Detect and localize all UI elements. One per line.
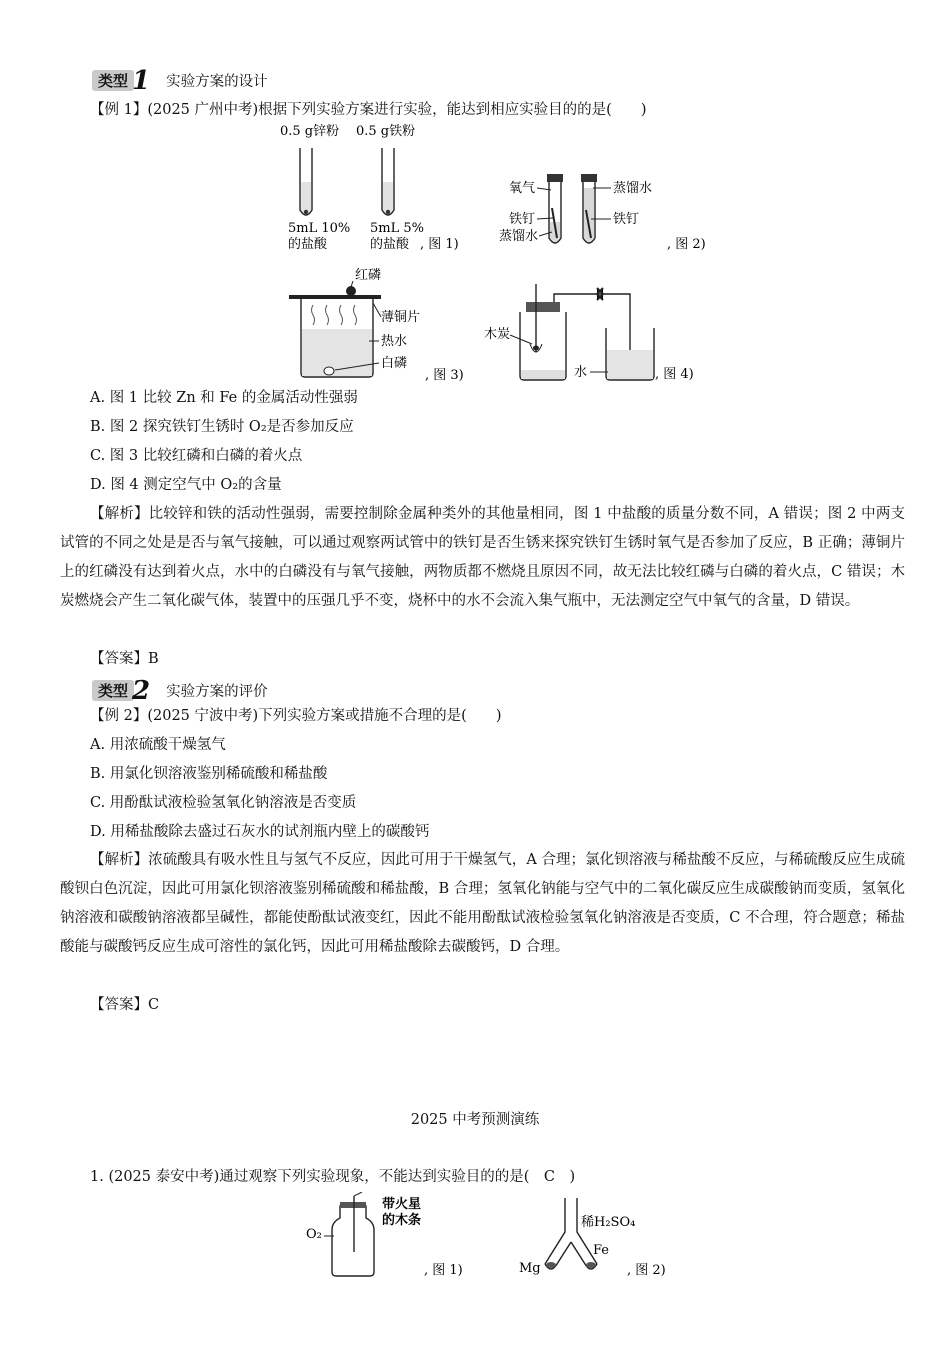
- figure-1-test-tubes: [270, 120, 470, 260]
- type-number: 2: [132, 675, 151, 706]
- fig3-label-hot-water: 热水: [381, 334, 408, 349]
- figure-4-charcoal-apparatus: [482, 280, 712, 385]
- pfig1-label-splint-1: 带火星: [382, 1197, 422, 1212]
- y-tube: [545, 1198, 597, 1264]
- practice-figure-2-y-tube: [515, 1192, 690, 1282]
- example1-analysis: 【解析】比较锌和铁的活动性强弱，需要控制除金属种类外的其他量相同，图 1 中盐酸的质量分数不同，A 错误；图 2 中两支试管的不同之处是是否与氧气接触，可以通过观察两试管中的铁钉是否生锈来探究铁钉生锈时氧气是否参加了反应，B 正确；薄铜片上的红磷没有达到着火点，水中的白磷没有与氧气接触，两物质都不燃烧且原因不同，故无法比较红磷与白磷的着火点，C 错误；木炭燃烧会产生二氧化碳气体，装置中的压强几乎不变，烧杯中的水不会流入集气瓶中，无法测定空气中氧气的含量，D 错误。: [60, 506, 905, 609]
- example2-analysis: 【解析】浓硫酸具有吸水性且与氢气不反应，因此可用于干燥氢气，A 合理；氯化钡溶液与稀盐酸不反应，与稀硫酸反应生成硫酸钡白色沉淀，因此可用氯化钡溶液鉴别稀硫酸和稀盐酸，B 合理；氢氧化钠能与空气中的二氧化碳反应生成碳酸钠而变质，氢氧化钠溶液和碳酸钠溶液都呈碱性，都能使酚酞试液变红，因此不能用酚酞试液检验氢氧化钠溶液是否变质，C 不合理，符合题意；稀盐酸能与碳酸钙反应生成可溶性的氯化钙，因此可用稀盐酸除去碳酸钙，D 合理。: [60, 852, 905, 955]
- fig3-caption: , 图 3): [425, 368, 464, 383]
- fig2-caption: , 图 2): [667, 237, 706, 252]
- copper-plate: [289, 295, 381, 299]
- figure-2-iron-nail-tubes: [495, 168, 715, 263]
- section-title: 实验方案的评价: [166, 684, 268, 700]
- example2-option-c: C. 用酚酞试液检验氢氧化钠溶液是否变质: [90, 795, 357, 811]
- fig1-label-iron: 0.5 g铁粉: [356, 124, 416, 139]
- practice-heading: 2025 中考预测演练: [410, 1112, 540, 1128]
- type-label: 类型: [92, 680, 134, 701]
- gas-bottle: [332, 1206, 374, 1276]
- fig2-label-oxygen: 氧气: [509, 181, 536, 196]
- example2-option-d: D. 用稀盐酸除去盛过石灰水的试剂瓶内壁上的碳酸钙: [90, 824, 430, 840]
- pfig1-caption: , 图 1): [424, 1263, 463, 1278]
- pfig2-label-mg: Mg: [519, 1261, 541, 1276]
- gas-jar: [520, 312, 566, 380]
- fig3-label-copper: 薄铜片: [381, 310, 421, 325]
- fig1-bottom-label-2b: 的盐酸: [370, 237, 410, 252]
- fig2-label-nail-2: 铁钉: [613, 212, 640, 227]
- practice-figure-1-gas-bottle: [300, 1192, 475, 1282]
- fig4-label-water: 水: [574, 365, 588, 380]
- fig4-label-charcoal: 木炭: [484, 327, 511, 342]
- example1-option-c: C. 图 3 比较红磷和白磷的着火点: [90, 448, 303, 464]
- test-tube-1: [300, 148, 312, 215]
- example1-option-d: D. 图 4 测定空气中 O₂的含量: [90, 477, 282, 493]
- sealed-tube-2: [581, 174, 597, 243]
- section-title: 实验方案的设计: [166, 74, 268, 90]
- type1-badge: [92, 65, 268, 96]
- fig2-label-water-1: 蒸馏水: [499, 229, 539, 244]
- fig1-bottom-label-1a: 5mL 10%: [288, 221, 351, 236]
- fig4-caption: , 图 4): [655, 367, 694, 382]
- example2-question: 【例 2】(2025 宁波中考)下列实验方案或措施不合理的是( ): [90, 708, 502, 724]
- pfig2-caption: , 图 2): [627, 1263, 666, 1278]
- example2-answer: 【答案】C: [90, 997, 160, 1013]
- example1-question: 【例 1】(2025 广州中考)根据下列实验方案进行实验，能达到相应实验目的的是( ): [90, 102, 647, 118]
- example2-option-b: B. 用氯化钡溶液鉴别稀硫酸和稀盐酸: [90, 766, 328, 782]
- example1-answer: 【答案】B: [90, 651, 159, 667]
- fig2-label-water-2: 蒸馏水: [613, 181, 653, 196]
- fig3-label-white: 白磷: [381, 356, 408, 371]
- pfig2-label-fe: Fe: [593, 1243, 610, 1258]
- test-tube-2: [382, 148, 394, 215]
- fig1-caption: , 图 1): [420, 237, 459, 252]
- figure-3-phosphorus-beaker: [285, 263, 470, 385]
- fig1-label-zinc: 0.5 g锌粉: [280, 124, 340, 139]
- fig1-bottom-label-1b: 的盐酸: [288, 237, 328, 252]
- practice-question-1: 1. (2025 泰安中考)通过观察下列实验现象，不能达到实验目的的是( C ): [90, 1169, 576, 1185]
- type-number: 1: [132, 65, 151, 96]
- fig1-bottom-label-2a: 5mL 5%: [370, 221, 424, 236]
- example1-option-a: A. 图 1 比较 Zn 和 Fe 的金属活动性强弱: [90, 390, 358, 406]
- fig2-label-nail-1: 铁钉: [509, 212, 536, 227]
- type-label: 类型: [92, 70, 134, 91]
- example2-option-a: A. 用浓硫酸干燥氢气: [90, 737, 226, 753]
- pfig1-label-o2: O₂: [306, 1227, 322, 1242]
- pfig1-label-splint-2: 的木条: [382, 1213, 422, 1228]
- stopper: [526, 302, 560, 312]
- pfig2-label-acid: 稀H₂SO₄: [581, 1215, 636, 1230]
- type2-badge: [92, 675, 268, 706]
- fig3-label-red: 红磷: [355, 268, 382, 283]
- white-phosphorus: [324, 367, 334, 375]
- example1-option-b: B. 图 2 探究铁钉生锈时 O₂是否参加反应: [90, 419, 354, 435]
- red-phosphorus: [346, 286, 356, 296]
